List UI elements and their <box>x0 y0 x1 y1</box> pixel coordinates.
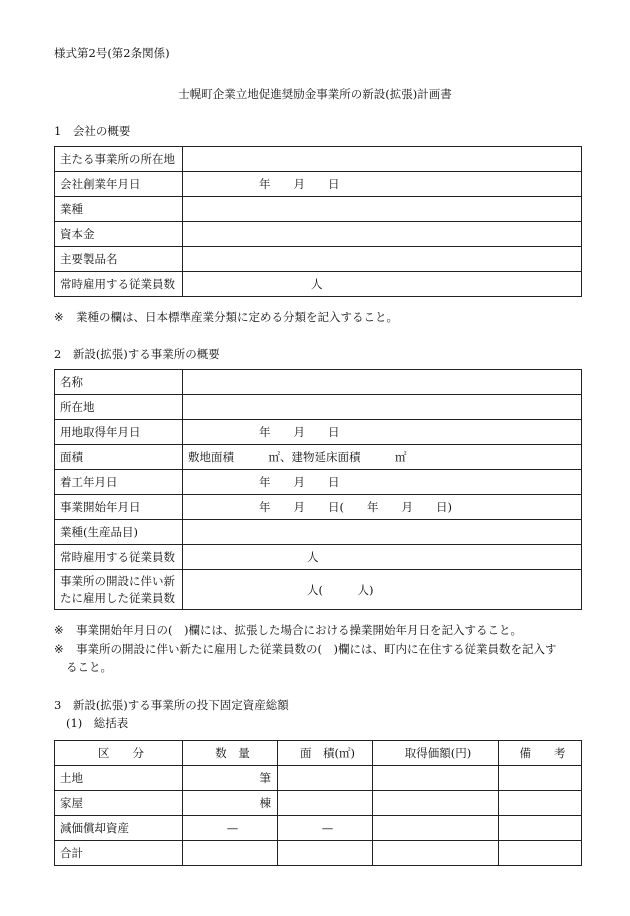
table-row <box>55 147 582 172</box>
remarks-cell[interactable] <box>499 791 582 816</box>
row-label: 用地取得年月日 <box>55 420 183 445</box>
area-field[interactable]: 敷地面積 ㎡、建物延床面積 ㎡ <box>183 445 582 470</box>
section1-note: ※ 業種の欄は、日本標準産業分類に定める分類を記入すること。 <box>54 310 398 324</box>
facility-employee-count-field[interactable]: 人 <box>183 545 582 570</box>
note-mark: ※ <box>54 310 64 324</box>
quantity-cell[interactable] <box>183 841 278 866</box>
table-row <box>55 197 582 222</box>
table-row <box>55 766 582 791</box>
document-title: 士幌町企業立地促進奨励金事業所の新設(拡張)計画書 <box>178 87 452 101</box>
area-cell[interactable] <box>278 766 373 791</box>
table-row <box>55 495 582 520</box>
column-header: 取得価額(円) <box>373 741 499 766</box>
founding-date-field[interactable]: 年 月 日 <box>183 172 582 197</box>
land-acquisition-date-field[interactable]: 年 月 日 <box>183 420 582 445</box>
price-cell[interactable] <box>373 791 499 816</box>
area-cell: — <box>278 816 373 841</box>
row-label: 業種 <box>55 197 183 222</box>
table-row <box>55 545 582 570</box>
table-row <box>55 520 582 545</box>
row-label: 業種(生産品目) <box>55 520 183 545</box>
table-row <box>55 841 582 866</box>
table-row <box>55 570 582 610</box>
row-label: 常時雇用する従業員数 <box>55 545 183 570</box>
column-header: 数 量 <box>183 741 278 766</box>
row-label: 土地 <box>55 766 183 791</box>
company-overview-table <box>54 146 582 297</box>
section3-heading: 3 新設(拡張)する事業所の投下固定資産総額 <box>54 698 289 712</box>
table-row <box>55 470 582 495</box>
asset-summary-table <box>54 740 582 866</box>
table-row <box>55 247 582 272</box>
remarks-cell[interactable] <box>499 841 582 866</box>
employee-count-field[interactable]: 人 <box>183 272 582 297</box>
section3-subheading: (1) 総括表 <box>66 716 129 730</box>
remarks-cell[interactable] <box>499 816 582 841</box>
table-header-row <box>55 741 582 766</box>
table-row <box>55 222 582 247</box>
new-hire-count-field[interactable]: 人( 人) <box>183 570 582 610</box>
note-mark: ※ <box>54 642 64 656</box>
note-mark: ※ <box>54 623 64 637</box>
row-label: 会社創業年月日 <box>55 172 183 197</box>
price-cell[interactable] <box>373 816 499 841</box>
area-cell[interactable] <box>278 791 373 816</box>
row-label: 資本金 <box>55 222 183 247</box>
column-header: 区 分 <box>55 741 183 766</box>
row-label: 主たる事業所の所在地 <box>55 147 183 172</box>
column-header: 備 考 <box>499 741 582 766</box>
row-label: 主要製品名 <box>55 247 183 272</box>
row-label: 常時雇用する従業員数 <box>55 272 183 297</box>
price-cell[interactable] <box>373 841 499 866</box>
quantity-cell: — <box>183 816 278 841</box>
form-number: 様式第2号(第2条関係) <box>54 46 170 60</box>
facility-address-field[interactable] <box>183 395 582 420</box>
table-row <box>55 272 582 297</box>
table-row <box>55 370 582 395</box>
main-products-field[interactable] <box>183 247 582 272</box>
table-row <box>55 445 582 470</box>
industry-products-field[interactable] <box>183 520 582 545</box>
table-row <box>55 395 582 420</box>
facility-name-field[interactable] <box>183 370 582 395</box>
column-header: 面 積(㎡) <box>278 741 373 766</box>
row-label: 事業開始年月日 <box>55 495 183 520</box>
area-cell[interactable] <box>278 841 373 866</box>
row-label: 面積 <box>55 445 183 470</box>
section2-note-2-continued: ること。 <box>66 660 112 674</box>
section2-note-1: ※ 事業開始年月日の( )欄には、拡張した場合における操業開始年月日を記入すること。 <box>54 623 522 637</box>
construction-start-date-field[interactable]: 年 月 日 <box>183 470 582 495</box>
capital-field[interactable] <box>183 222 582 247</box>
table-row <box>55 816 582 841</box>
remarks-cell[interactable] <box>499 766 582 791</box>
business-start-date-field[interactable]: 年 月 日( 年 月 日) <box>183 495 582 520</box>
quantity-cell[interactable]: 筆 <box>183 766 278 791</box>
table-row <box>55 791 582 816</box>
row-label: 家屋 <box>55 791 183 816</box>
table-row <box>55 172 582 197</box>
row-label: 名称 <box>55 370 183 395</box>
row-label: 事業所の開設に伴い新 たに雇用した従業員数 <box>55 570 183 610</box>
row-label: 着工年月日 <box>55 470 183 495</box>
quantity-cell[interactable]: 棟 <box>183 791 278 816</box>
price-cell[interactable] <box>373 766 499 791</box>
section2-note-2: ※ 事業所の開設に伴い新たに雇用した従業員数の( )欄には、町内に在住する従業員数を記入す <box>54 642 557 656</box>
row-label: 所在地 <box>55 395 183 420</box>
section2-heading: 2 新設(拡張)する事業所の概要 <box>54 347 220 361</box>
row-label: 合計 <box>55 841 183 866</box>
table-row <box>55 420 582 445</box>
facility-overview-table <box>54 369 582 610</box>
industry-field[interactable] <box>183 197 582 222</box>
section1-heading: 1 会社の概要 <box>54 124 131 138</box>
address-field[interactable] <box>183 147 582 172</box>
row-label: 減価償却資産 <box>55 816 183 841</box>
